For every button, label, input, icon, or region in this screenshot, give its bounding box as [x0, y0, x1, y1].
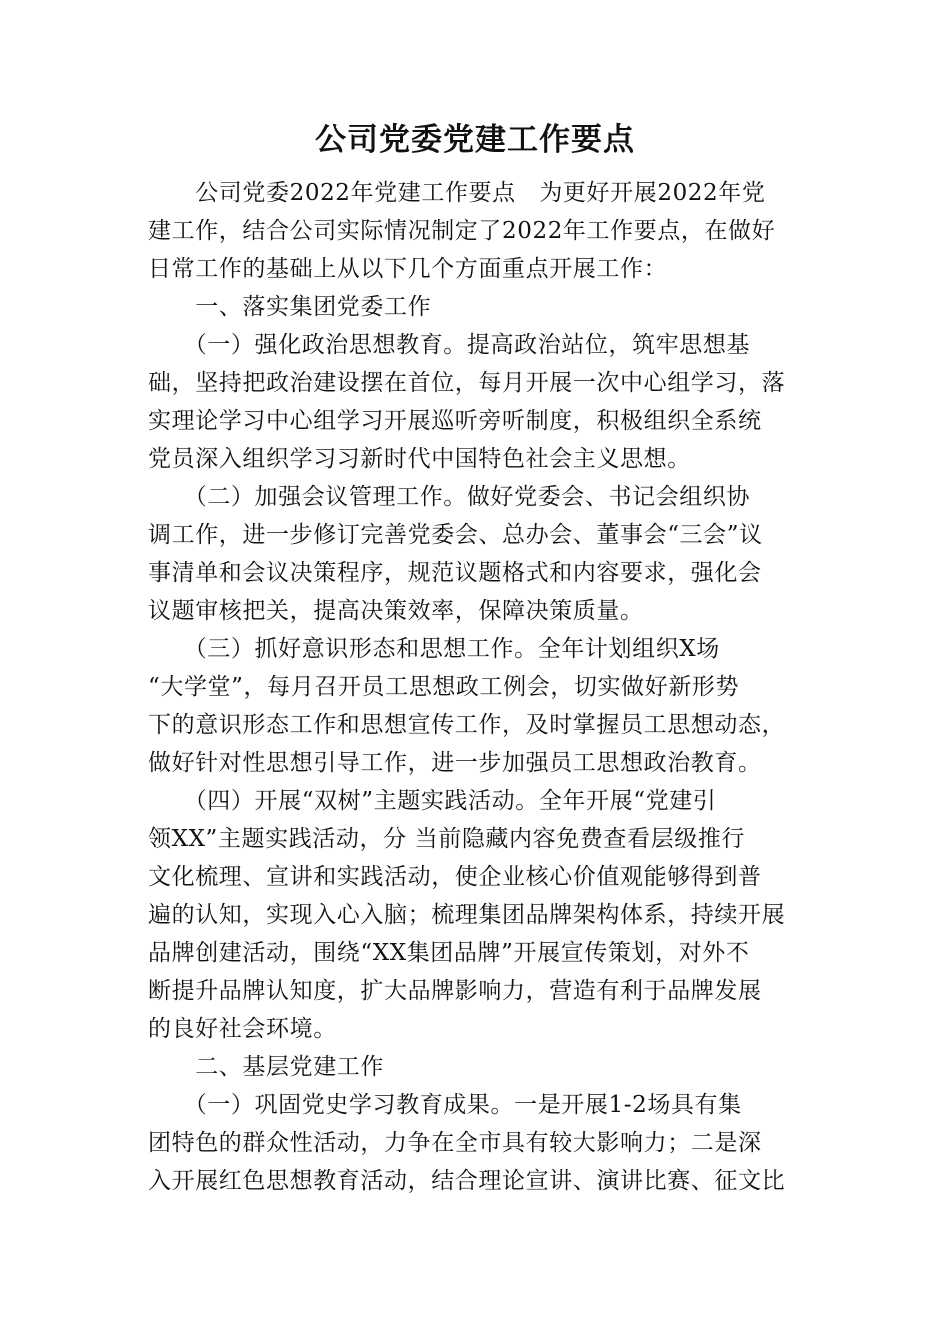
- body-line: 文化梳理、宣讲和实践活动，使企业核心价值观能够得到普: [148, 864, 762, 890]
- body-line: 事清单和会议决策程序，规范议题格式和内容要求，强化会: [148, 560, 762, 586]
- body-line: 建工作，结合公司实际情况制定了2022年工作要点，在做好: [148, 218, 776, 244]
- body-line: “大学堂”，每月召开员工思想政工例会，切实做好新形势: [148, 674, 740, 700]
- body-line: （一）巩固党史学习教育成果。一是开展1-2场具有集: [148, 1092, 742, 1118]
- document-title: 公司党委党建工作要点: [315, 122, 635, 158]
- section-heading-1: 一、落实集团党委工作: [148, 294, 432, 320]
- body-line: （三）抓好意识形态和思想工作。全年计划组织X场: [148, 636, 720, 662]
- section-heading-2: 二、基层党建工作: [148, 1054, 384, 1080]
- body-line: 做好针对性思想引导工作，进一步加强员工思想政治教育。: [148, 750, 762, 776]
- body-line: 团特色的群众性活动，力争在全市具有较大影响力；二是深: [148, 1130, 762, 1156]
- body-line: 公司党委2022年党建工作要点 为更好开展2022年党: [148, 180, 766, 206]
- body-line: 党员深入组织学习习新时代中国特色社会主义思想。: [148, 446, 691, 472]
- body-line: （四）开展“双树”主题实践活动。全年开展“党建引: [148, 788, 717, 814]
- body-line: 断提升品牌认知度，扩大品牌影响力，营造有利于品牌发展: [148, 978, 762, 1004]
- body-line: 议题审核把关，提高决策效率，保障决策质量。: [148, 598, 644, 624]
- body-line: 实理论学习中心组学习开展巡听旁听制度，积极组织全系统: [148, 408, 762, 434]
- body-line: 领XX”主题实践活动，分 当前隐藏内容免费查看层级推行: [148, 826, 746, 852]
- body-line: （二）加强会议管理工作。做好党委会、书记会组织协: [148, 484, 751, 510]
- body-line: 入开展红色思想教育活动，结合理论宣讲、演讲比赛、征文比: [148, 1168, 786, 1194]
- body-line: 遍的认知，实现入心入脑；梳理集团品牌架构体系，持续开展: [148, 902, 786, 928]
- body-line: 的良好社会环境。: [148, 1016, 337, 1042]
- body-line: 调工作，进一步修订完善党委会、总办会、董事会“三会”议: [148, 522, 763, 548]
- body-line: 础，坚持把政治建设摆在首位，每月开展一次中心组学习，落: [148, 370, 786, 396]
- body-line: （一）强化政治思想教育。提高政治站位，筑牢思想基: [148, 332, 751, 358]
- body-line: 日常工作的基础上从以下几个方面重点开展工作：: [148, 256, 668, 282]
- body-line: 下的意识形态工作和思想宣传工作，及时掌握员工思想动态，: [148, 712, 786, 738]
- body-line: 品牌创建活动，围绕“XX集团品牌”开展宣传策划，对外不: [148, 940, 750, 966]
